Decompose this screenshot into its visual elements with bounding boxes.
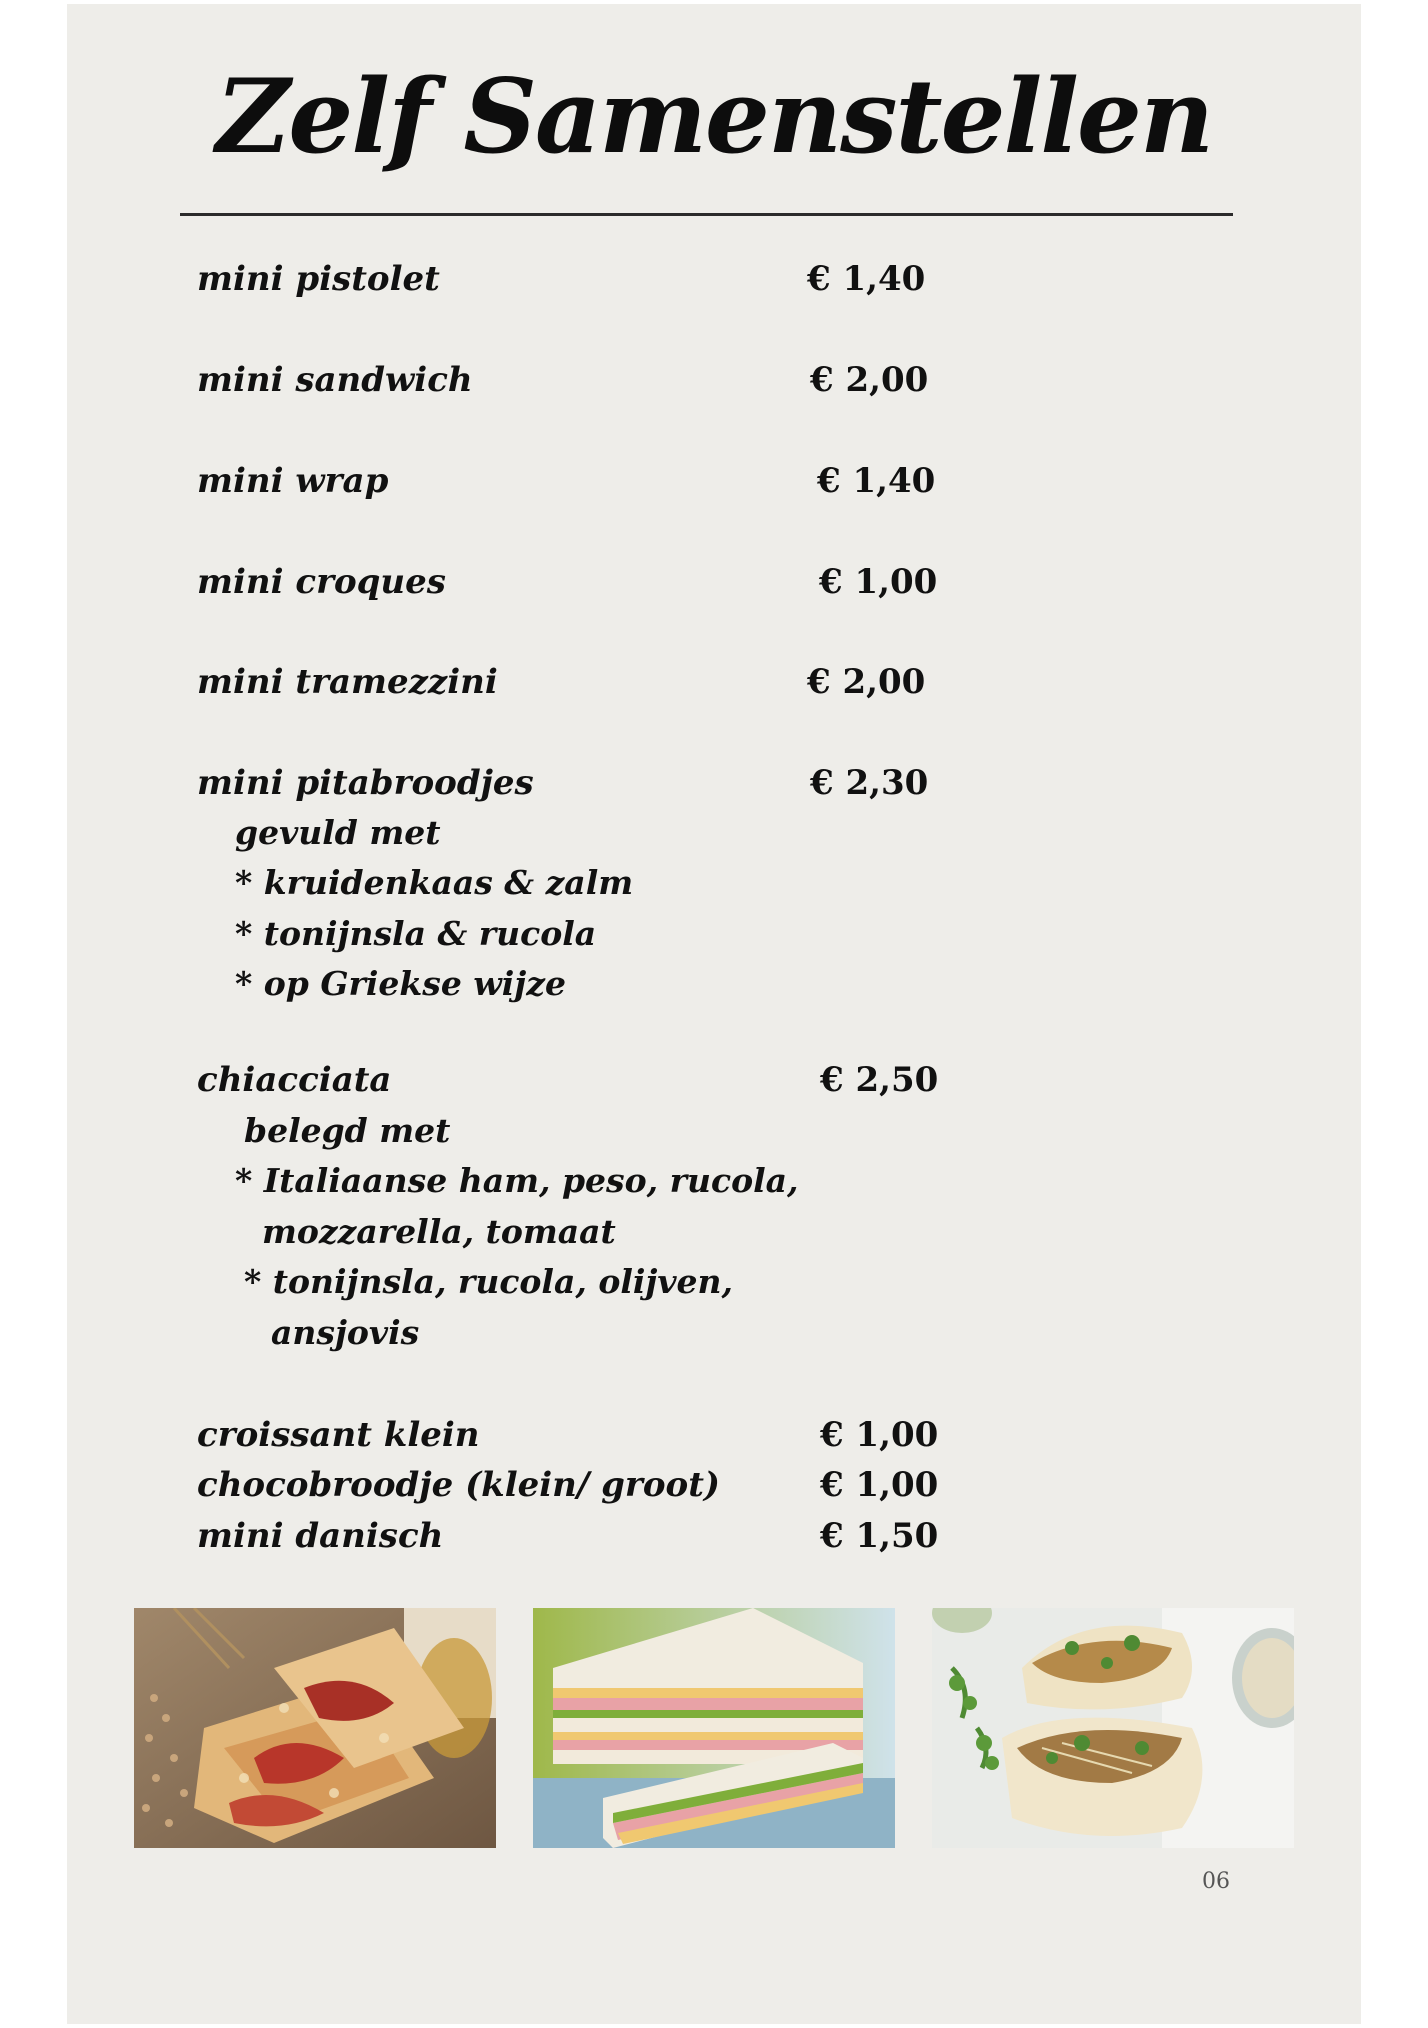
- item-name: mini croques: [197, 562, 446, 602]
- pita-sub-line: gevuld met: [235, 813, 441, 852]
- menu-item-chiacciata: [67, 1055, 1361, 1105]
- item-name: mini tramezzini: [197, 662, 498, 702]
- item-price: € 1,00: [820, 1415, 939, 1455]
- page-title: Zelf Samenstellen: [215, 57, 1213, 177]
- menu-item-mini-sandwich: [67, 355, 1361, 405]
- title-divider: [180, 213, 1233, 216]
- item-price: € 2,30: [810, 763, 929, 803]
- item-price: € 1,00: [820, 1465, 939, 1505]
- item-name: mini danisch: [197, 1516, 444, 1556]
- menu-item-mini-wrap: [67, 456, 1361, 506]
- item-name: mini wrap: [197, 461, 389, 501]
- item-price: € 1,00: [819, 562, 938, 602]
- chiacciata-sub-line: ansjovis: [271, 1313, 420, 1352]
- item-price: € 1,40: [817, 461, 936, 501]
- pita-sub-line: * kruidenkaas & zalm: [235, 863, 634, 902]
- item-price: € 2,00: [810, 360, 929, 400]
- item-name: mini pistolet: [197, 259, 440, 299]
- page-number: 06: [1202, 1869, 1230, 1894]
- chiacciata-sub-line: * tonijnsla, rucola, olijven,: [244, 1262, 733, 1301]
- sandwich-photo: [533, 1608, 895, 1848]
- menu-page: [67, 4, 1361, 2024]
- menu-item-mini-pistolet: [67, 254, 1361, 304]
- item-price: € 2,00: [807, 662, 926, 702]
- menu-item-mini-croques: [67, 557, 1361, 607]
- pita-sub-line: * op Griekse wijze: [235, 964, 566, 1003]
- item-name: mini sandwich: [197, 360, 473, 400]
- menu-item-mini-pitabroodjes: [67, 758, 1361, 808]
- chiacciata-sub-line: * Italiaanse ham, peso, rucola,: [235, 1161, 799, 1200]
- item-price: € 2,50: [820, 1060, 939, 1100]
- item-name: chocobroodje (klein/ groot): [197, 1465, 720, 1505]
- item-name: chiacciata: [197, 1060, 392, 1100]
- menu-item-mini-tramezzini: [67, 657, 1361, 707]
- chiacciata-sub-line: belegd met: [244, 1111, 451, 1150]
- pita-sub-line: * tonijnsla & rucola: [235, 914, 597, 953]
- item-price: € 1,50: [820, 1516, 939, 1556]
- menu-item-chocobroodje: [67, 1460, 1361, 1510]
- item-name: croissant klein: [197, 1415, 480, 1455]
- item-name: mini pitabroodjes: [197, 763, 534, 803]
- pita-photo: [932, 1608, 1294, 1848]
- flatbread-photo: [134, 1608, 496, 1848]
- menu-item-croissant-klein: [67, 1410, 1361, 1460]
- menu-item-mini-danisch: [67, 1511, 1361, 1561]
- item-price: € 1,40: [807, 259, 926, 299]
- chiacciata-sub-line: mozzarella, tomaat: [262, 1212, 616, 1251]
